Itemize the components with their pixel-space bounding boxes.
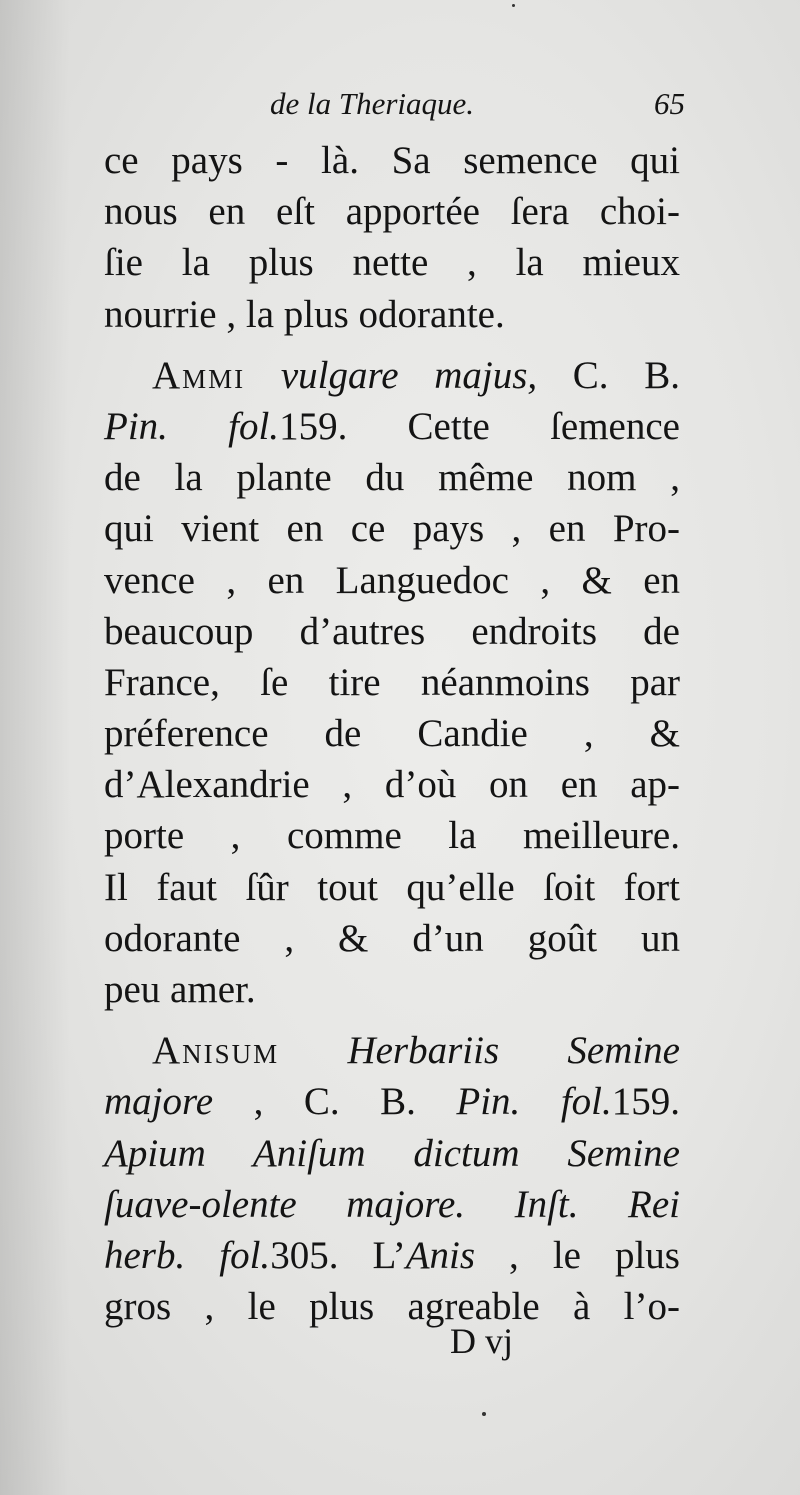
roman-text: C. B.	[537, 353, 680, 397]
roman-text: nourrie , la plus odorante.	[104, 292, 505, 336]
roman-text: gros , le plus agreable à l’o-	[104, 1285, 680, 1329]
italic-text: Anis	[405, 1233, 476, 1277]
text-line	[104, 1128, 680, 1179]
text-line	[104, 186, 680, 237]
italic-text: ſuave-olente majore. Inſt. Rei	[104, 1182, 680, 1226]
page-number: 65	[654, 86, 685, 121]
text-line	[104, 237, 680, 288]
roman-text: 305. L’	[270, 1233, 406, 1277]
text-line	[104, 1179, 680, 1230]
text-line	[104, 759, 680, 810]
roman-text: de la plante du même nom ,	[104, 456, 680, 500]
roman-text: beaucoup d’autres endroits de	[104, 609, 680, 653]
roman-text: d’Alexandrie , d’où on en ap-	[104, 763, 680, 807]
roman-text: , C. B.	[213, 1080, 457, 1124]
italic-text: Pin. fol.	[456, 1080, 612, 1124]
roman-text: porte , comme la meilleure.	[104, 814, 680, 858]
text-line	[104, 1025, 680, 1076]
small-caps-term: Anisum	[152, 1029, 280, 1073]
roman-text: 159.	[611, 1080, 680, 1124]
ink-speck	[512, 4, 515, 7]
roman-text: , le plus	[475, 1233, 680, 1277]
italic-text: Apium Aniſum dictum Semine	[104, 1131, 680, 1175]
roman-text: vence , en Languedoc , & en	[104, 558, 680, 602]
running-title: de la Theriaque.	[270, 86, 475, 121]
text-line	[104, 964, 680, 1015]
text-line	[104, 913, 680, 964]
paragraph-gap	[104, 340, 680, 350]
roman-text: France, ſe tire néanmoins par	[104, 660, 680, 704]
paragraph-gap	[104, 1015, 680, 1025]
body-text	[104, 135, 680, 1332]
text-line	[104, 810, 680, 861]
roman-text: ce pays - là. Sa semence qui	[104, 139, 680, 182]
italic-text: Herbariis Semine	[347, 1029, 680, 1073]
text-line	[104, 503, 680, 554]
text-line	[104, 708, 680, 759]
text-line	[104, 606, 680, 657]
text-line	[104, 401, 680, 452]
ink-speck	[482, 1412, 486, 1416]
roman-text: odorante , & d’un goût un	[104, 916, 680, 960]
text-line	[104, 1230, 680, 1281]
text-line	[104, 289, 680, 340]
text-line	[104, 135, 680, 186]
roman-text: nous en eſt apportée ſera choi-	[104, 190, 680, 234]
roman-text: 159. Cette ſemence	[279, 404, 680, 448]
text-line	[104, 1281, 680, 1332]
roman-text: qui vient en ce pays , en Pro-	[104, 507, 680, 551]
roman-text: Il faut ſûr tout qu’elle ſoit fort	[104, 865, 680, 909]
small-caps-term: Ammi	[152, 353, 246, 397]
running-head	[100, 80, 685, 130]
roman-text: préference de Candie , &	[104, 712, 680, 756]
text-line	[104, 452, 680, 503]
text-line	[104, 657, 680, 708]
italic-text: Pin. fol.	[104, 404, 280, 448]
roman-text: ſie la plus nette , la mieux	[104, 241, 680, 285]
text-line	[104, 1076, 680, 1127]
italic-text: majore	[104, 1080, 214, 1124]
text-line	[104, 555, 680, 606]
spine-shadow	[0, 0, 70, 1495]
italic-text: vulgare majus,	[280, 353, 538, 397]
text-line	[104, 862, 680, 913]
text-line	[104, 350, 680, 401]
roman-text: peu amer.	[104, 968, 256, 1011]
roman-text	[245, 354, 281, 397]
signature-mark: D vj	[450, 1321, 513, 1361]
roman-text	[279, 1029, 347, 1072]
italic-text: herb. fol.	[104, 1233, 271, 1277]
